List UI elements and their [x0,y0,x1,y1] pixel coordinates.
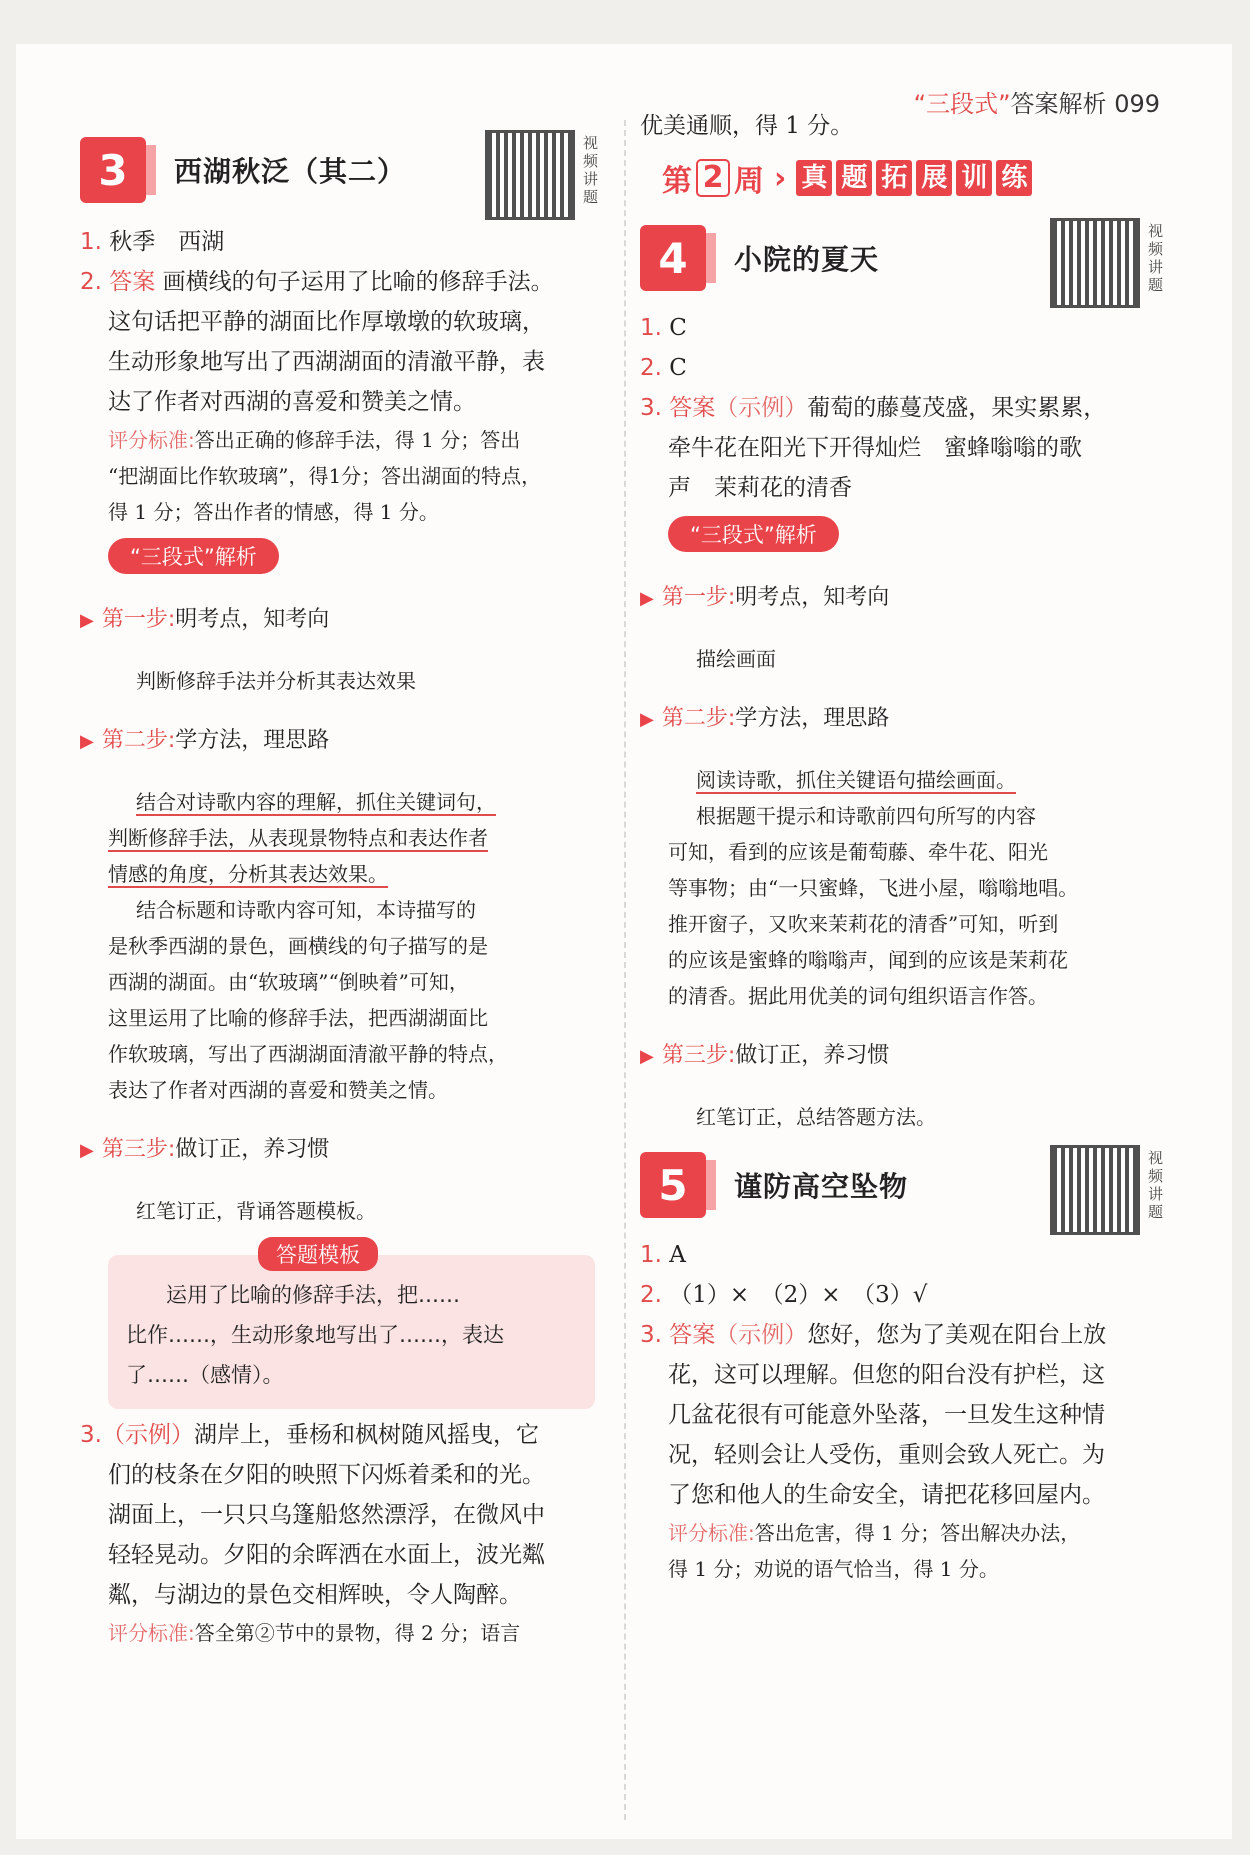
step-2-body: 表达了作者对西湖的喜爱和赞美之情。 [108,1078,448,1102]
step-3: ▶ 第三步:做订正，养习惯 [640,1043,890,1068]
answer-5-3: 3. 答案（示例）您好，您为了美观在阳台上放 [640,1322,1107,1348]
answer-4-1: 1. C [640,315,687,341]
triangle-icon: ▶ [640,709,654,730]
score-line: 得 1 分；答出作者的情感，得 1 分。 [108,500,439,524]
column-divider [624,120,626,1820]
triangle-icon: ▶ [640,1046,654,1067]
underlined-line: 判断修辞手法，从表现景物特点和表达作者 [108,826,488,850]
continued-text: 优美通顺，得 1 分。 [640,113,854,139]
answer-3: 3.（示例）湖岸上，垂杨和枫树随风摇曳，它 [80,1422,539,1448]
answer-4-3-line: 牵牛花在阳光下开得灿烂 蜜蜂嗡嗡的歌 [668,435,1082,461]
answer-3-line: 们的枝条在夕阳的映照下闪烁着柔和的光。 [108,1462,545,1488]
section-title: 谨防高空坠物 [734,1170,909,1203]
section-number-badge: 3 [80,137,146,203]
qr-code-icon[interactable] [485,130,575,220]
score-criteria: 评分标准:答出正确的修辞手法，得 1 分；答出 [108,428,521,452]
step-2-body: 西湖的湖面。由“软玻璃”“倒映着”可知， [108,970,469,994]
section-number-badge: 5 [640,1152,706,1218]
template-line: 了……（感情）。 [126,1363,284,1387]
section-title: 小院的夏天 [734,243,880,276]
week-banner: 第 2 周 › 真 题 拓 展 训 练 [662,146,1170,210]
step-2-body: 的清香。据此用优美的词句组织语言作答。 [668,984,1048,1008]
template-line: 比作……，生动形象地写出了……，表达 [126,1323,504,1347]
triangle-icon: ▶ [80,731,94,752]
template-title: 答题模板 [258,1237,378,1271]
step-2-body: 可知，看到的应该是葡萄藤、牵牛花、阳光 [668,840,1048,864]
left-column [80,130,605,1651]
qr-label: 视频讲题 [583,134,599,206]
page-number: 099 [1114,90,1160,118]
step-2-body: 等事物；由“一只蜜蜂，飞进小屋，嗡嗡地唱。 [668,876,1079,900]
right-column [640,113,1170,1587]
underlined-line: 阅读诗歌，抓住关键语句描绘画面。 [696,768,1016,792]
step-3: ▶ 第三步:做订正，养习惯 [80,1137,330,1162]
analysis-pill: “三段式”解析 [668,516,839,552]
answer-3-line: 粼，与湖边的景色交相辉映，令人陶醉。 [108,1582,522,1608]
template-line: 运用了比喻的修辞手法，把…… [166,1283,460,1307]
step-2-body: 结合标题和诗歌内容可知，本诗描写的 [136,898,476,922]
step-1: ▶ 第一步:明考点，知考向 [640,585,890,610]
step-1-body: 判断修辞手法并分析其表达效果 [136,669,416,693]
answer-5-3-line: 了您和他人的生命安全，请把花移回屋内。 [668,1482,1105,1508]
section-4-title-row [640,218,1170,298]
answer-5-1: 1. A [640,1242,686,1268]
section-title: 西湖秋泛（其二） [174,155,407,188]
answer-3-line: 轻轻晃动。夕阳的余晖洒在水面上，波光粼 [108,1542,545,1568]
section-3-title-row [80,130,605,210]
answer-2: 2. 答案 画横线的句子运用了比喻的修辞手法。 [80,269,554,295]
qr-label: 视频讲题 [1148,1149,1164,1221]
step-1: ▶ 第一步:明考点，知考向 [80,607,330,632]
answer-1: 1. 秋季 西湖 [80,229,225,255]
step-1-body: 描绘画面 [696,647,776,671]
analysis-pill: “三段式”解析 [108,538,279,574]
step-2: ▶ 第二步:学方法，理思路 [640,706,890,731]
answer-5-3-line: 几盆花很有可能意外坠落，一旦发生这种情 [668,1402,1105,1428]
answer-4-2: 2. C [640,355,687,381]
underlined-line: 情感的角度，分析其表达效果。 [108,862,388,886]
answer-5-3-line: 花，这可以理解。但您的阳台没有护栏，这 [668,1362,1105,1388]
header-title: 答案解析 [1010,90,1107,118]
section-number-badge: 4 [640,225,706,291]
answer-3-line: 湖面上，一只只乌篷船悠然漂浮，在微风中 [108,1502,545,1528]
answer-template-box [108,1243,595,1409]
score-criteria-5: 评分标准:答出危害，得 1 分；答出解决办法， [668,1521,1081,1545]
step-2-body: 的应该是蜜蜂的嗡嗡声，闻到的应该是茉莉花 [668,948,1068,972]
chevron-right-icon: › [774,160,787,196]
triangle-icon: ▶ [640,588,654,609]
answer-5-2: 2. （1）× （2）× （3）√ [640,1282,928,1308]
triangle-icon: ▶ [80,610,94,631]
qr-label: 视频讲题 [1148,222,1164,294]
answer-2-line: 达了作者对西湖的喜爱和赞美之情。 [108,389,476,415]
step-2-body: 根据题干提示和诗歌前四句所写的内容 [696,804,1036,828]
header-quote-term: “三段式” [913,90,1011,118]
step-3-body: 红笔订正，总结答题方法。 [696,1105,936,1129]
qr-code-icon[interactable] [1050,218,1140,308]
underlined-line: 结合对诗歌内容的理解，抓住关键词句， [136,790,496,814]
step-2-body: 是秋季西湖的景色，画横线的句子描写的是 [108,934,488,958]
step-2-body: 这里运用了比喻的修辞手法，把西湖湖面比 [108,1006,488,1030]
step-3-body: 红笔订正，背诵答题模板。 [136,1199,376,1223]
answer-2-line: 生动形象地写出了西湖湖面的清澈平静，表 [108,349,545,375]
section-5-title-row [640,1145,1170,1225]
step-2-body: 作软玻璃，写出了西湖湖面清澈平静的特点， [108,1042,508,1066]
step-2: ▶ 第二步:学方法，理思路 [80,728,330,753]
step-2-body: 推开窗子，又吹来茉莉花的清香”可知，听到 [668,912,1059,936]
answer-4-3: 3. 答案（示例）葡萄的藤蔓茂盛，果实累累， [640,395,1107,421]
answer-5-3-line: 况，轻则会让人受伤，重则会致人死亡。为 [668,1442,1105,1468]
qr-code-icon[interactable] [1050,1145,1140,1235]
score-line: 得 1 分；劝说的语气恰当，得 1 分。 [668,1557,999,1581]
score-criteria-3: 评分标准:答全第②节中的景物，得 2 分；语言 [108,1621,521,1645]
triangle-icon: ▶ [80,1140,94,1161]
answer-2-line: 这句话把平静的湖面比作厚墩墩的软玻璃， [108,309,545,335]
answer-4-3-line: 声 茉莉花的清香 [668,475,852,501]
score-line: “把湖面比作软玻璃”，得1分；答出湖面的特点， [108,464,542,488]
